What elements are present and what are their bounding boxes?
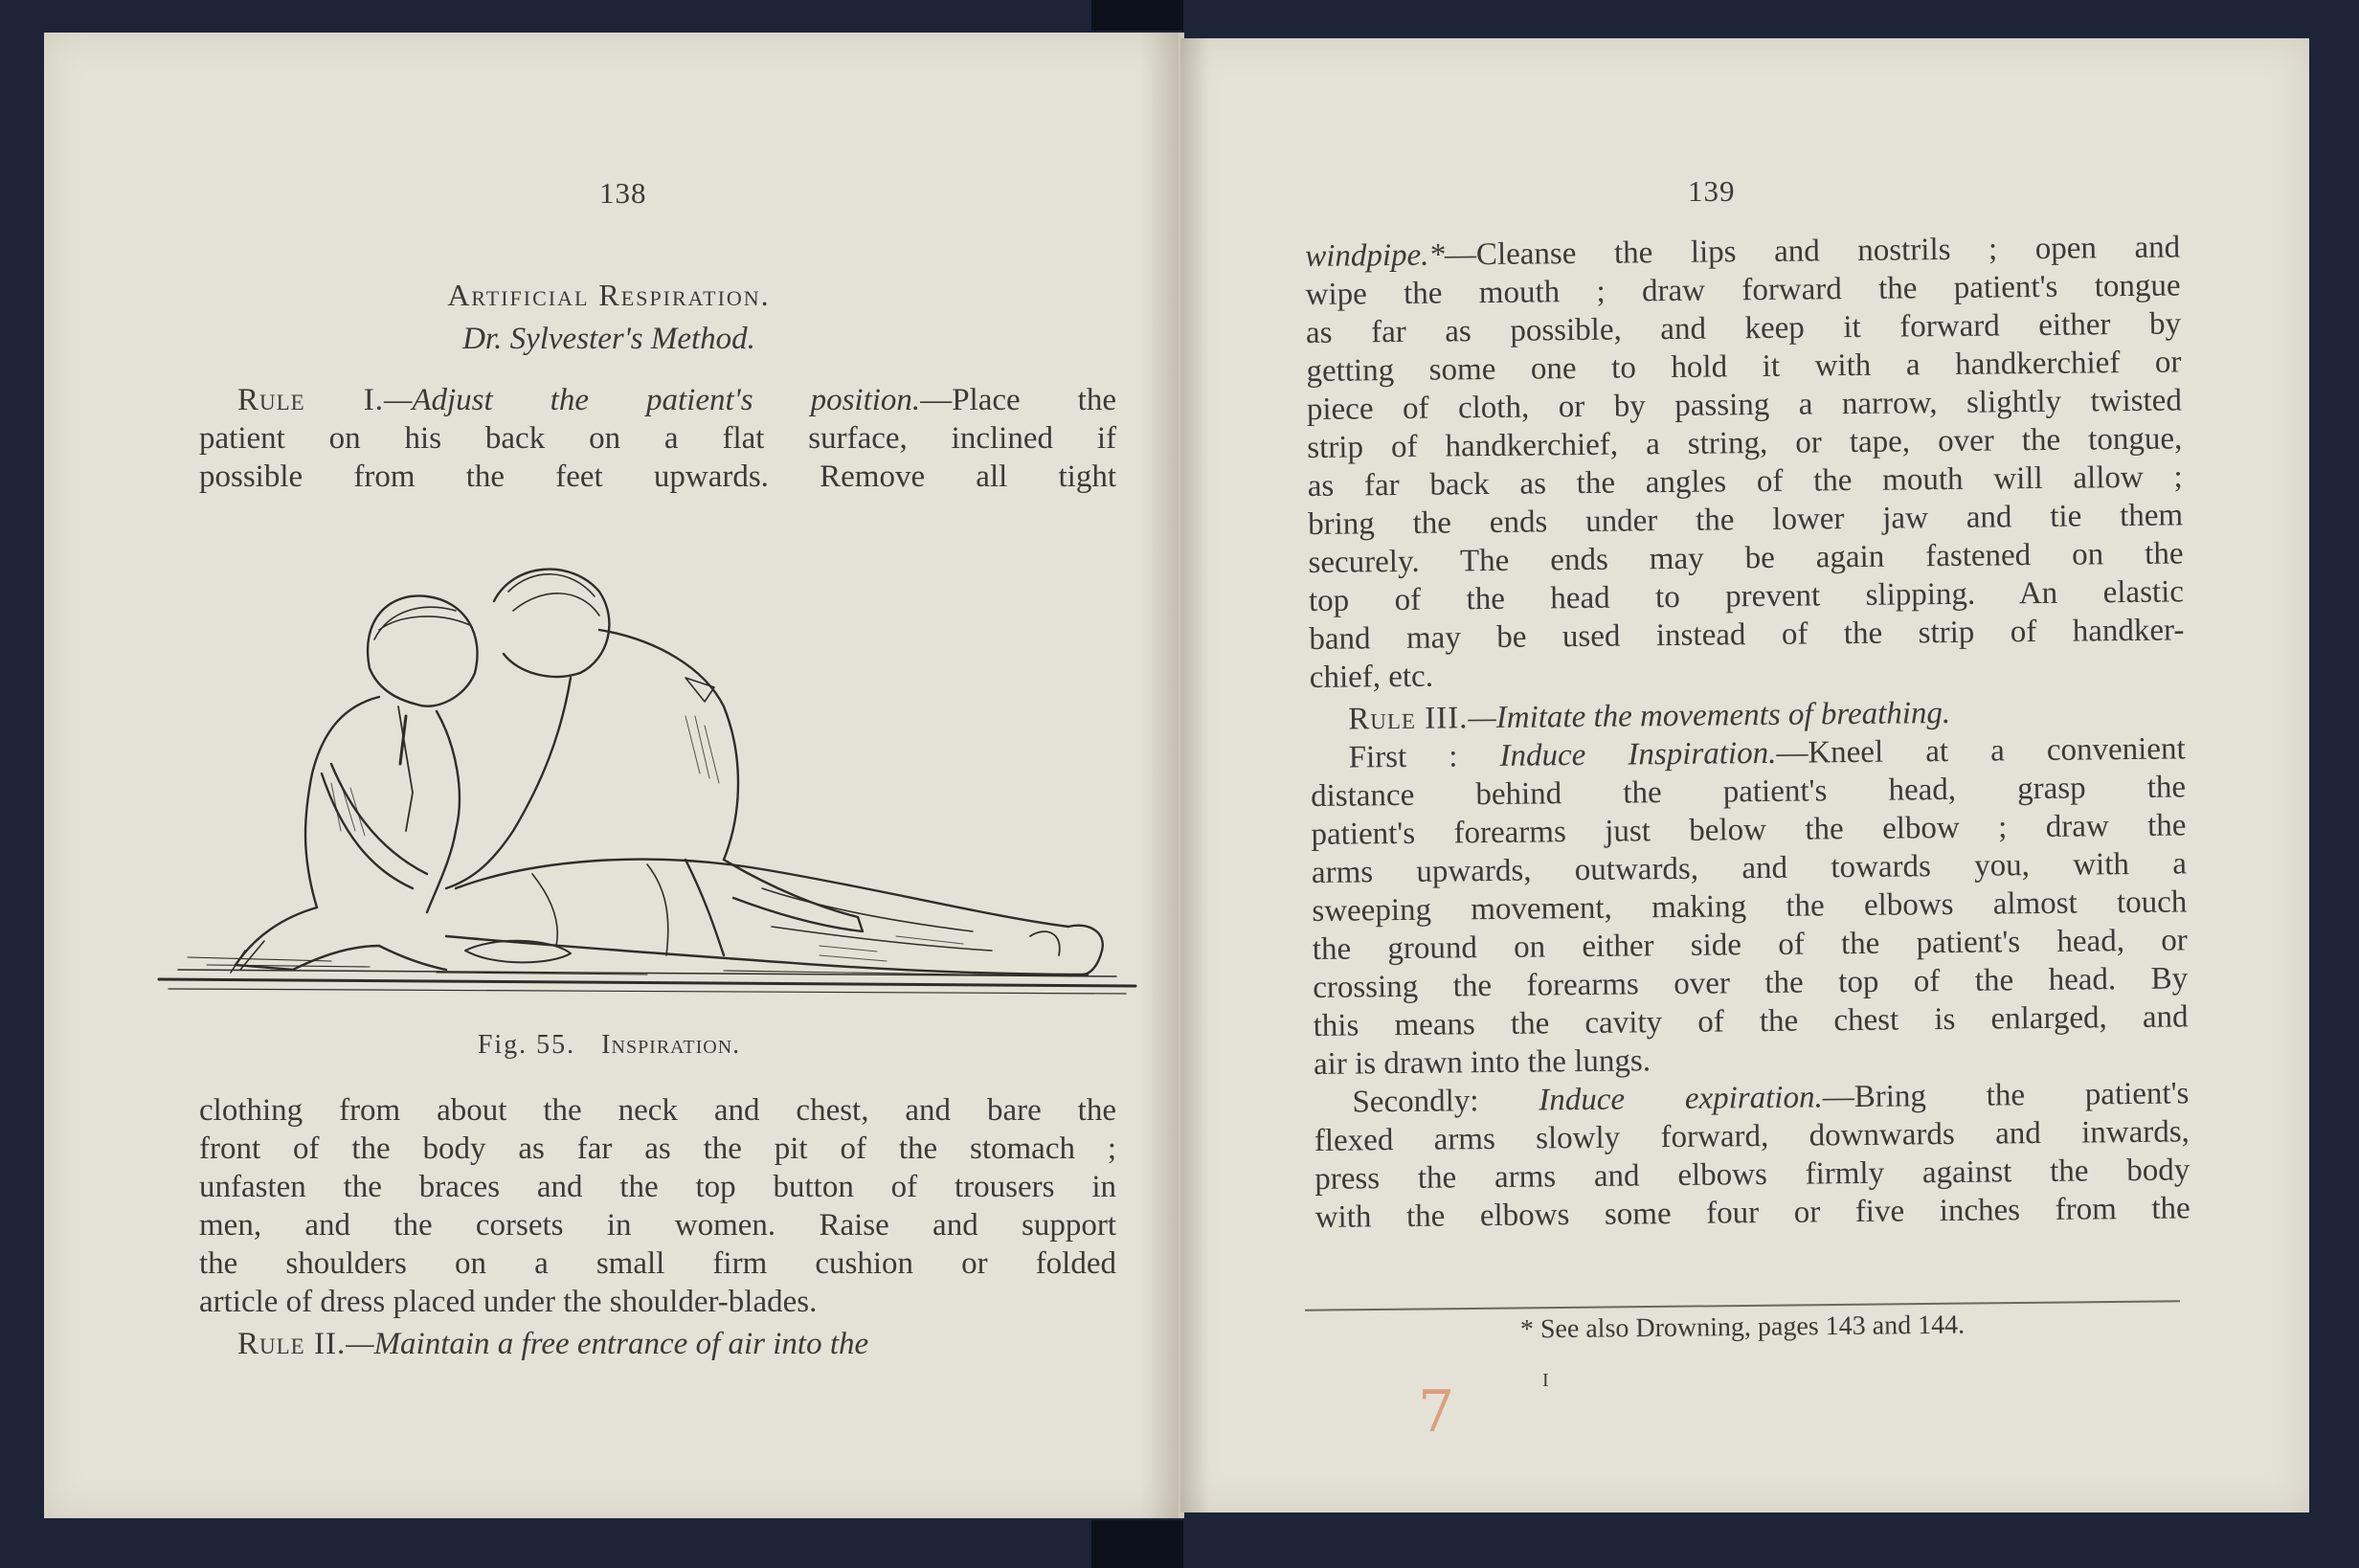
text-line: —Place the xyxy=(920,383,1116,417)
page-number: 138 xyxy=(599,176,647,210)
footnote: * See also Drowning, pages 143 and 144. xyxy=(1519,1310,1966,1345)
continued-word: windpipe.* xyxy=(1305,237,1446,274)
text-line: bring the ends under the lower jaw and tie them xyxy=(1307,498,2184,542)
text-line: wipe the mouth ; draw forward the patient's tongue xyxy=(1305,268,2181,312)
rule-title: —Adjust the patient's position. xyxy=(383,383,921,417)
gutter-shadow xyxy=(1140,33,1179,1518)
text-line: arms upwards, outwards, and towards you, with a xyxy=(1311,846,2188,890)
page-number: 139 xyxy=(1688,174,1736,208)
text-line: front of the body as far as the pit of the stomach ; xyxy=(199,1131,1116,1166)
text-line: piece of cloth, or by passing a narrow, slightly twisted xyxy=(1306,383,2183,427)
signature-mark: I xyxy=(1542,1370,1549,1391)
text-line: —Cleanse the lips and nostrils ; open and xyxy=(1444,230,2181,273)
figure-title: Inspiration. xyxy=(601,1030,741,1060)
rule-label: Rule II. xyxy=(237,1327,347,1361)
text-line: band may be used instead of the strip of handker- xyxy=(1309,613,2185,657)
text-line: men, and the corsets in women. Raise and support xyxy=(199,1208,1116,1243)
gutter-shadow xyxy=(1180,38,1209,1512)
spine-top-shadow xyxy=(1091,0,1183,31)
text-line: press the arms and elbows firmly against the body xyxy=(1314,1153,2190,1197)
text-line: patient's forearms just below the elbow ; draw the xyxy=(1311,808,2187,852)
text-line: strip of handkerchief, a string, or tape, over the tongue, xyxy=(1307,421,2183,465)
text-line: possible from the feet upwards. Remove all tight xyxy=(199,459,1116,494)
text-line: distance behind the patient's head, grasp the xyxy=(1310,770,2187,814)
step-label: Secondly: xyxy=(1352,1083,1539,1120)
text-line: the ground on either side of the patient's head, or xyxy=(1312,923,2188,967)
right-page-body xyxy=(1305,228,2190,1237)
paragraph-rule-1 xyxy=(199,381,1116,496)
section-subheading: Dr. Sylvester's Method. xyxy=(462,322,755,356)
text-line: the shoulders on a small firm cushion or folded xyxy=(199,1246,1116,1281)
section-heading: Artificial Respiration. xyxy=(447,278,771,312)
pencil-mark: 7 xyxy=(1418,1378,1455,1445)
rule-label: Rule III. xyxy=(1348,701,1469,737)
text-line: getting some one to hold it with a handkerchief or xyxy=(1306,345,2182,389)
text-line: article of dress placed under the shoulder-blades. xyxy=(199,1285,818,1319)
text-line: this means the cavity of the chest is enlarged, and xyxy=(1313,999,2189,1043)
text-line: as far back as the angles of the mouth will allow ; xyxy=(1307,459,2183,504)
rule-title: —Imitate the movements of breathing. xyxy=(1468,695,1951,736)
text-line: clothing from about the neck and chest, and bare the xyxy=(199,1093,1116,1128)
right-page xyxy=(1180,38,2309,1512)
step-title: Induce expiration. xyxy=(1539,1080,1823,1118)
paragraph-rule-1-continued xyxy=(199,1091,1116,1363)
text-line: crossing the forearms over the top of the head. By xyxy=(1313,961,2189,1005)
text-line: —Kneel at a convenient xyxy=(1776,731,2186,771)
text-line: sweeping movement, making the elbows almost touch xyxy=(1312,885,2188,929)
step-title: Induce Inspiration. xyxy=(1499,735,1777,773)
text-line: flexed arms slowly forward, downwards and inwards, xyxy=(1314,1114,2190,1158)
text-line: as far as possible, and keep it forward either by xyxy=(1305,306,2182,350)
spine-bottom-shadow xyxy=(1091,1520,1183,1568)
figure-caption xyxy=(197,1030,1021,1061)
text-line: top of the head to prevent slipping. An elastic xyxy=(1308,574,2185,618)
text-line: chief, etc. xyxy=(1309,659,1434,695)
text-line: unfasten the braces and the top button of trousers in xyxy=(199,1170,1116,1204)
text-line: with the elbows some four or five inches from the xyxy=(1314,1191,2190,1235)
text-line: air is drawn into the lungs. xyxy=(1313,1043,1651,1082)
rule-title: —Maintain a free entrance of air into the xyxy=(346,1327,869,1361)
figure-55-illustration xyxy=(149,544,1145,1013)
text-line: patient on his back on a flat surface, inclined if xyxy=(199,421,1116,456)
left-page xyxy=(44,33,1179,1518)
rule-label: Rule I. xyxy=(237,383,384,417)
text-line: —Bring the patient's xyxy=(1822,1076,2190,1115)
text-line: securely. The ends may be again fastened on the xyxy=(1308,536,2184,580)
figure-number: Fig. 55. xyxy=(477,1030,576,1060)
step-label: First : xyxy=(1348,738,1500,775)
